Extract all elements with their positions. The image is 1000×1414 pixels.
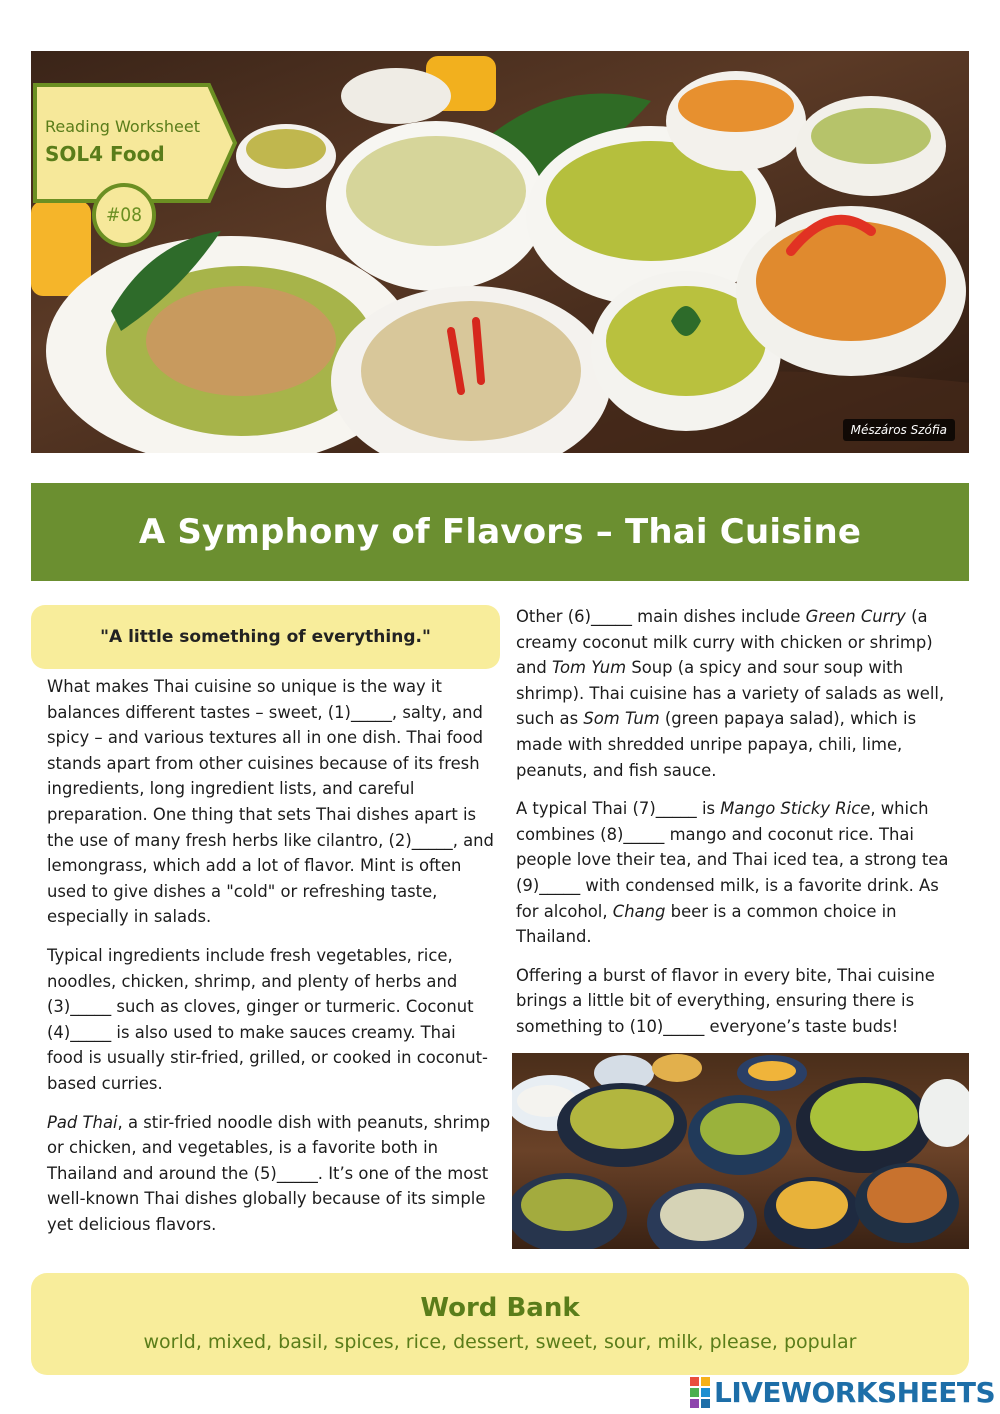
quote-text: "A little something of everything." [100, 627, 431, 647]
logo-text: LIVEWORKSHEETS [714, 1376, 996, 1409]
text-run: Other (6)_____ main dishes include [516, 607, 806, 626]
thai-table-illustration [512, 1053, 969, 1249]
liveworksheets-logo[interactable] [690, 1376, 995, 1409]
paragraph-3: Pad Thai, a stir-fried noodle dish with peanuts, shrimp or chicken, and vegetables, is a favorite both in Thailand and around the (5)_____. It’s one of the most well-known Thai dishes globally because of its simple yet delicious flavors. [47, 1112, 491, 1234]
word-bank-title: Word Bank [420, 1293, 580, 1323]
worksheet-number: #08 [105, 204, 143, 226]
paragraph-4 [516, 604, 961, 783]
text-run: Soup (a spicy and sour soup with shrimp). Thai cuisine has a variety of salads as well, such as [516, 658, 945, 729]
paragraph-5 [516, 796, 961, 950]
pad-thai-term: Pad Thai [47, 1112, 118, 1132]
quote-box [31, 605, 500, 669]
green-curry-term: Green Curry [805, 607, 906, 626]
mango-sticky-rice-term: Mango Sticky Rice [720, 799, 871, 819]
text-run: (green papaya salad), which is made with shredded unripe papaya, chili, lime, peanuts, and fish sauce. [516, 709, 917, 780]
left-column [47, 674, 497, 1250]
som-tum-term: Som Tum [583, 709, 660, 729]
text-run: A typical Thai (7)_____ is [516, 799, 721, 819]
tom-yum-term: Tom Yum [552, 658, 627, 678]
word-bank [31, 1273, 969, 1375]
paragraph-6: Offering a burst of flavor in every bite, Thai cuisine brings a little bit of everything, ensuring there is something to (10)_____ everyone’s taste buds! [516, 965, 935, 1036]
worksheet-label: Reading Worksheet [45, 117, 200, 136]
word-bank-words: world, mixed, basil, spices, rice, dessert, sweet, sour, milk, please, popular [143, 1331, 857, 1353]
chang-term: Chang [612, 901, 666, 921]
paragraph-2: Typical ingredients include fresh vegetables, rice, noodles, chicken, shrimp, and plenty of herbs and (3)_____ such as cloves, ginger or turmeric. Coconut (4)_____ is also used to make sauces creamy. Thai food is usually stir-fried, grilled, or cooked in coconut-based curries. [47, 945, 488, 1093]
thai-dishes-photo-small [512, 1053, 969, 1249]
worksheet-number-badge [92, 183, 156, 247]
text-run: beer is a common choice in Thailand. [516, 901, 897, 947]
page-title: A Symphony of Flavors – Thai Cuisine [138, 512, 862, 552]
paragraph-3-text: a stir-fried noodle dish with peanuts, shrimp or chicken, and vegetables, is a favorite both in Thailand and around the (5)_____. It’s one of the most well-known Thai dishes globally because of its simple yet delicious flavors. [47, 1112, 491, 1234]
text-run: (a creamy coconut milk curry with chicken or shrimp) and [516, 607, 933, 678]
text-run: , which combines (8)_____ mango and coconut rice. Thai people love their tea, and Thai iced tea, a strong tea (9)_____ with condensed milk, is a favorite drink. As for alcohol, [516, 799, 949, 921]
paragraph-1: What makes Thai cuisine so unique is the way it balances different tastes – sweet, (1)_____, salty, and spicy – and various textures all in one dish. Thai food stands apart from other cuisines because of its fresh ingredients, long ingredient lists, and careful preparation. One thing that sets Thai dishes apart is the use of many fresh herbs like cilantro, (2)_____, and lemongrass, which add a lot of flavor. Mint is often used to give dishes a "cold" or refreshing taste, especially in salads. [47, 677, 494, 927]
worksheet-code: SOL4 Food [45, 142, 165, 166]
photo-credit: Mészáros Szófia [843, 419, 955, 441]
title-bar [31, 483, 969, 581]
right-column [516, 604, 961, 1053]
logo-mark-icon [690, 1377, 710, 1408]
